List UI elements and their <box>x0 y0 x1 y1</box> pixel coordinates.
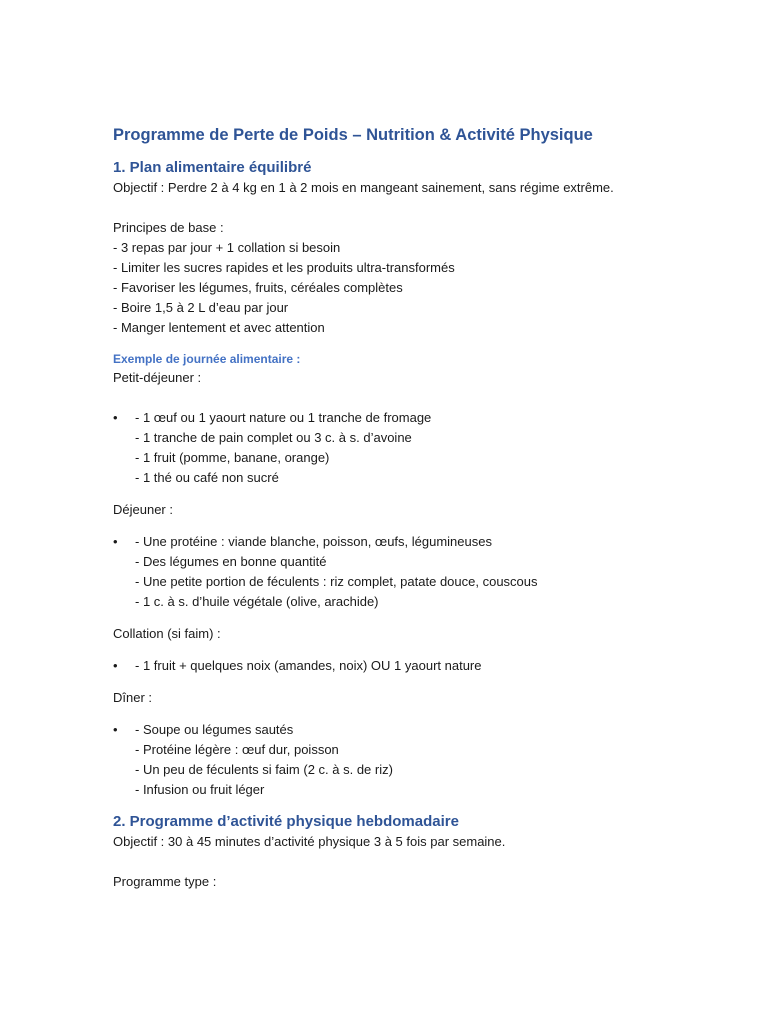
principle-item: - Manger lentement et avec attention <box>113 320 325 335</box>
meal-item: - 1 c. à s. d’huile végétale (olive, arachide) <box>135 594 379 609</box>
meal-label-snack: Collation (si faim) : <box>113 626 221 641</box>
meal-item: - Des légumes en bonne quantité <box>135 554 327 569</box>
principle-item: - 3 repas par jour + 1 collation si besoin <box>113 240 341 255</box>
meal-item: - Une protéine : viande blanche, poisson, œufs, légumineuses <box>135 534 492 549</box>
section-heading-activity: 2. Programme d’activité physique hebdomadaire <box>113 813 459 830</box>
meal-list-breakfast <box>113 408 673 488</box>
principle-item: - Favoriser les légumes, fruits, céréales complètes <box>113 280 403 295</box>
principles-list <box>113 238 673 338</box>
nutrition-objective: Objectif : Perdre 2 à 4 kg en 1 à 2 mois en mangeant sainement, sans régime extrême. <box>113 180 614 195</box>
meal-label-dinner: Dîner : <box>113 690 153 705</box>
meal-list-lunch <box>113 532 673 612</box>
section-heading-nutrition: 1. Plan alimentaire équilibré <box>113 159 312 176</box>
meal-label-breakfast: Petit-déjeuner : <box>113 370 202 385</box>
meal-list-dinner <box>113 720 673 800</box>
meal-item: - Soupe ou légumes sautés <box>135 722 294 737</box>
meal-item: - 1 œuf ou 1 yaourt nature ou 1 tranche de fromage <box>135 410 432 425</box>
meal-item: - 1 tranche de pain complet ou 3 c. à s. d’avoine <box>135 430 412 445</box>
principle-item: - Limiter les sucres rapides et les produits ultra-transformés <box>113 260 455 275</box>
activity-objective: Objectif : 30 à 45 minutes d’activité physique 3 à 5 fois par semaine. <box>113 834 506 849</box>
document-content <box>113 124 673 892</box>
principles-label: Principes de base : <box>113 220 224 235</box>
example-day-heading: Exemple de journée alimentaire : <box>113 352 301 366</box>
bullet-icon: • <box>113 534 118 549</box>
bullet-icon: • <box>113 722 118 737</box>
meal-item: - Infusion ou fruit léger <box>135 782 265 797</box>
meal-item: - Un peu de féculents si faim (2 c. à s. de riz) <box>135 762 393 777</box>
meal-item: - 1 fruit (pomme, banane, orange) <box>135 450 330 465</box>
document-title: Programme de Perte de Poids – Nutrition & Activité Physique <box>113 126 593 144</box>
meal-item: - Une petite portion de féculents : riz complet, patate douce, couscous <box>135 574 538 589</box>
program-label: Programme type : <box>113 874 217 889</box>
meal-list-snack <box>113 656 673 676</box>
meal-item: - 1 thé ou café non sucré <box>135 470 279 485</box>
meal-item: - Protéine légère : œuf dur, poisson <box>135 742 339 757</box>
meal-item: - 1 fruit + quelques noix (amandes, noix) OU 1 yaourt nature <box>135 658 482 673</box>
meal-label-lunch: Déjeuner : <box>113 502 173 517</box>
principle-item: - Boire 1,5 à 2 L d’eau par jour <box>113 300 289 315</box>
bullet-icon: • <box>113 658 118 673</box>
bullet-icon: • <box>113 410 118 425</box>
